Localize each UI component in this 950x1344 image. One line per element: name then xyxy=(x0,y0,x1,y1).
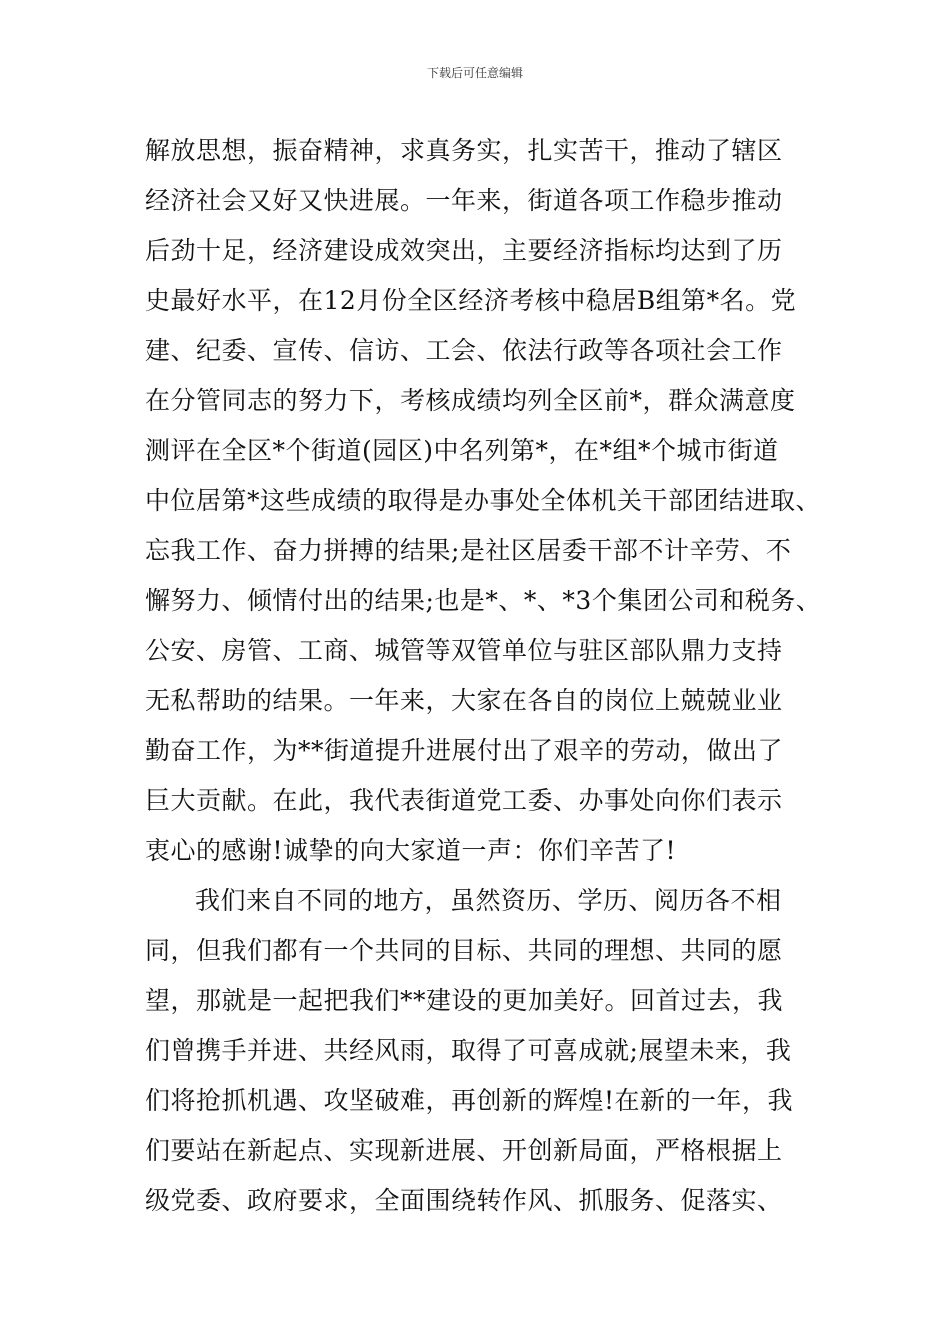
text-line: 同，但我们都有一个共同的目标、共同的理想、共同的愿 xyxy=(145,936,783,965)
text-line: 我们来自不同的地方，虽然资历、学历、阅历各不相 xyxy=(195,886,782,915)
text-line: 解放思想，振奋精神，求真务实，扎实苦干，推动了辖区 xyxy=(145,136,783,165)
text-line: 们要站在新起点、实现新进展、开创新局面，严格根据上 xyxy=(145,1136,783,1165)
document-body xyxy=(145,126,825,1226)
text-line: 们将抢抓机遇、攻坚破难，再创新的辉煌!在新的一年，我 xyxy=(145,1086,794,1115)
text-line: 勤奋工作，为**街道提升进展付出了艰辛的劳动，做出了 xyxy=(145,736,784,765)
text-line: 无私帮助的结果。一年来，大家在各自的岗位上兢兢业业 xyxy=(145,686,783,715)
paragraph-2 xyxy=(145,876,825,1226)
text-line: 经济社会又好又快进展。一年来，街道各项工作稳步推动 xyxy=(145,186,783,215)
text-line: 懈努力、倾情付出的结果;也是*、*、*3个集团公司和税务、 xyxy=(145,586,822,615)
text-line: 测评在全区*个街道(园区)中名列第*，在*组*个城市街道 xyxy=(145,436,779,465)
text-line: 中位居第*这些成绩的取得是办事处全体机关干部团结进取、 xyxy=(145,486,822,515)
paragraph-1 xyxy=(145,126,825,876)
text-line: 巨大贡献。在此，我代表街道党工委、办事处向你们表示 xyxy=(145,786,783,815)
text-line: 建、纪委、宣传、信访、工会、依法行政等各项社会工作 xyxy=(145,336,783,365)
text-line: 在分管同志的努力下，考核成绩均列全区前*，群众满意度 xyxy=(145,386,796,415)
text-line: 望，那就是一起把我们**建设的更加美好。回首过去，我 xyxy=(145,986,784,1015)
text-line: 公安、房管、工商、城管等双管单位与驻区部队鼎力支持 xyxy=(145,636,783,665)
page-header: 下载后可任意编辑 xyxy=(426,66,523,80)
text-line: 们曾携手并进、共经风雨，取得了可喜成就;展望未来，我 xyxy=(145,1036,792,1065)
text-line: 史最好水平，在12月份全区经济考核中稳居B组第*名。党 xyxy=(145,286,797,315)
text-line: 后劲十足，经济建设成效突出，主要经济指标均达到了历 xyxy=(145,236,783,265)
text-line: 忘我工作、奋力拼搏的结果;是社区居委干部不计辛劳、不 xyxy=(145,536,792,565)
text-line: 级党委、政府要求，全面围绕转作风、抓服务、促落实、 xyxy=(145,1186,783,1215)
text-line: 衷心的感谢!诚挚的向大家道一声：你们辛苦了! xyxy=(145,836,677,865)
